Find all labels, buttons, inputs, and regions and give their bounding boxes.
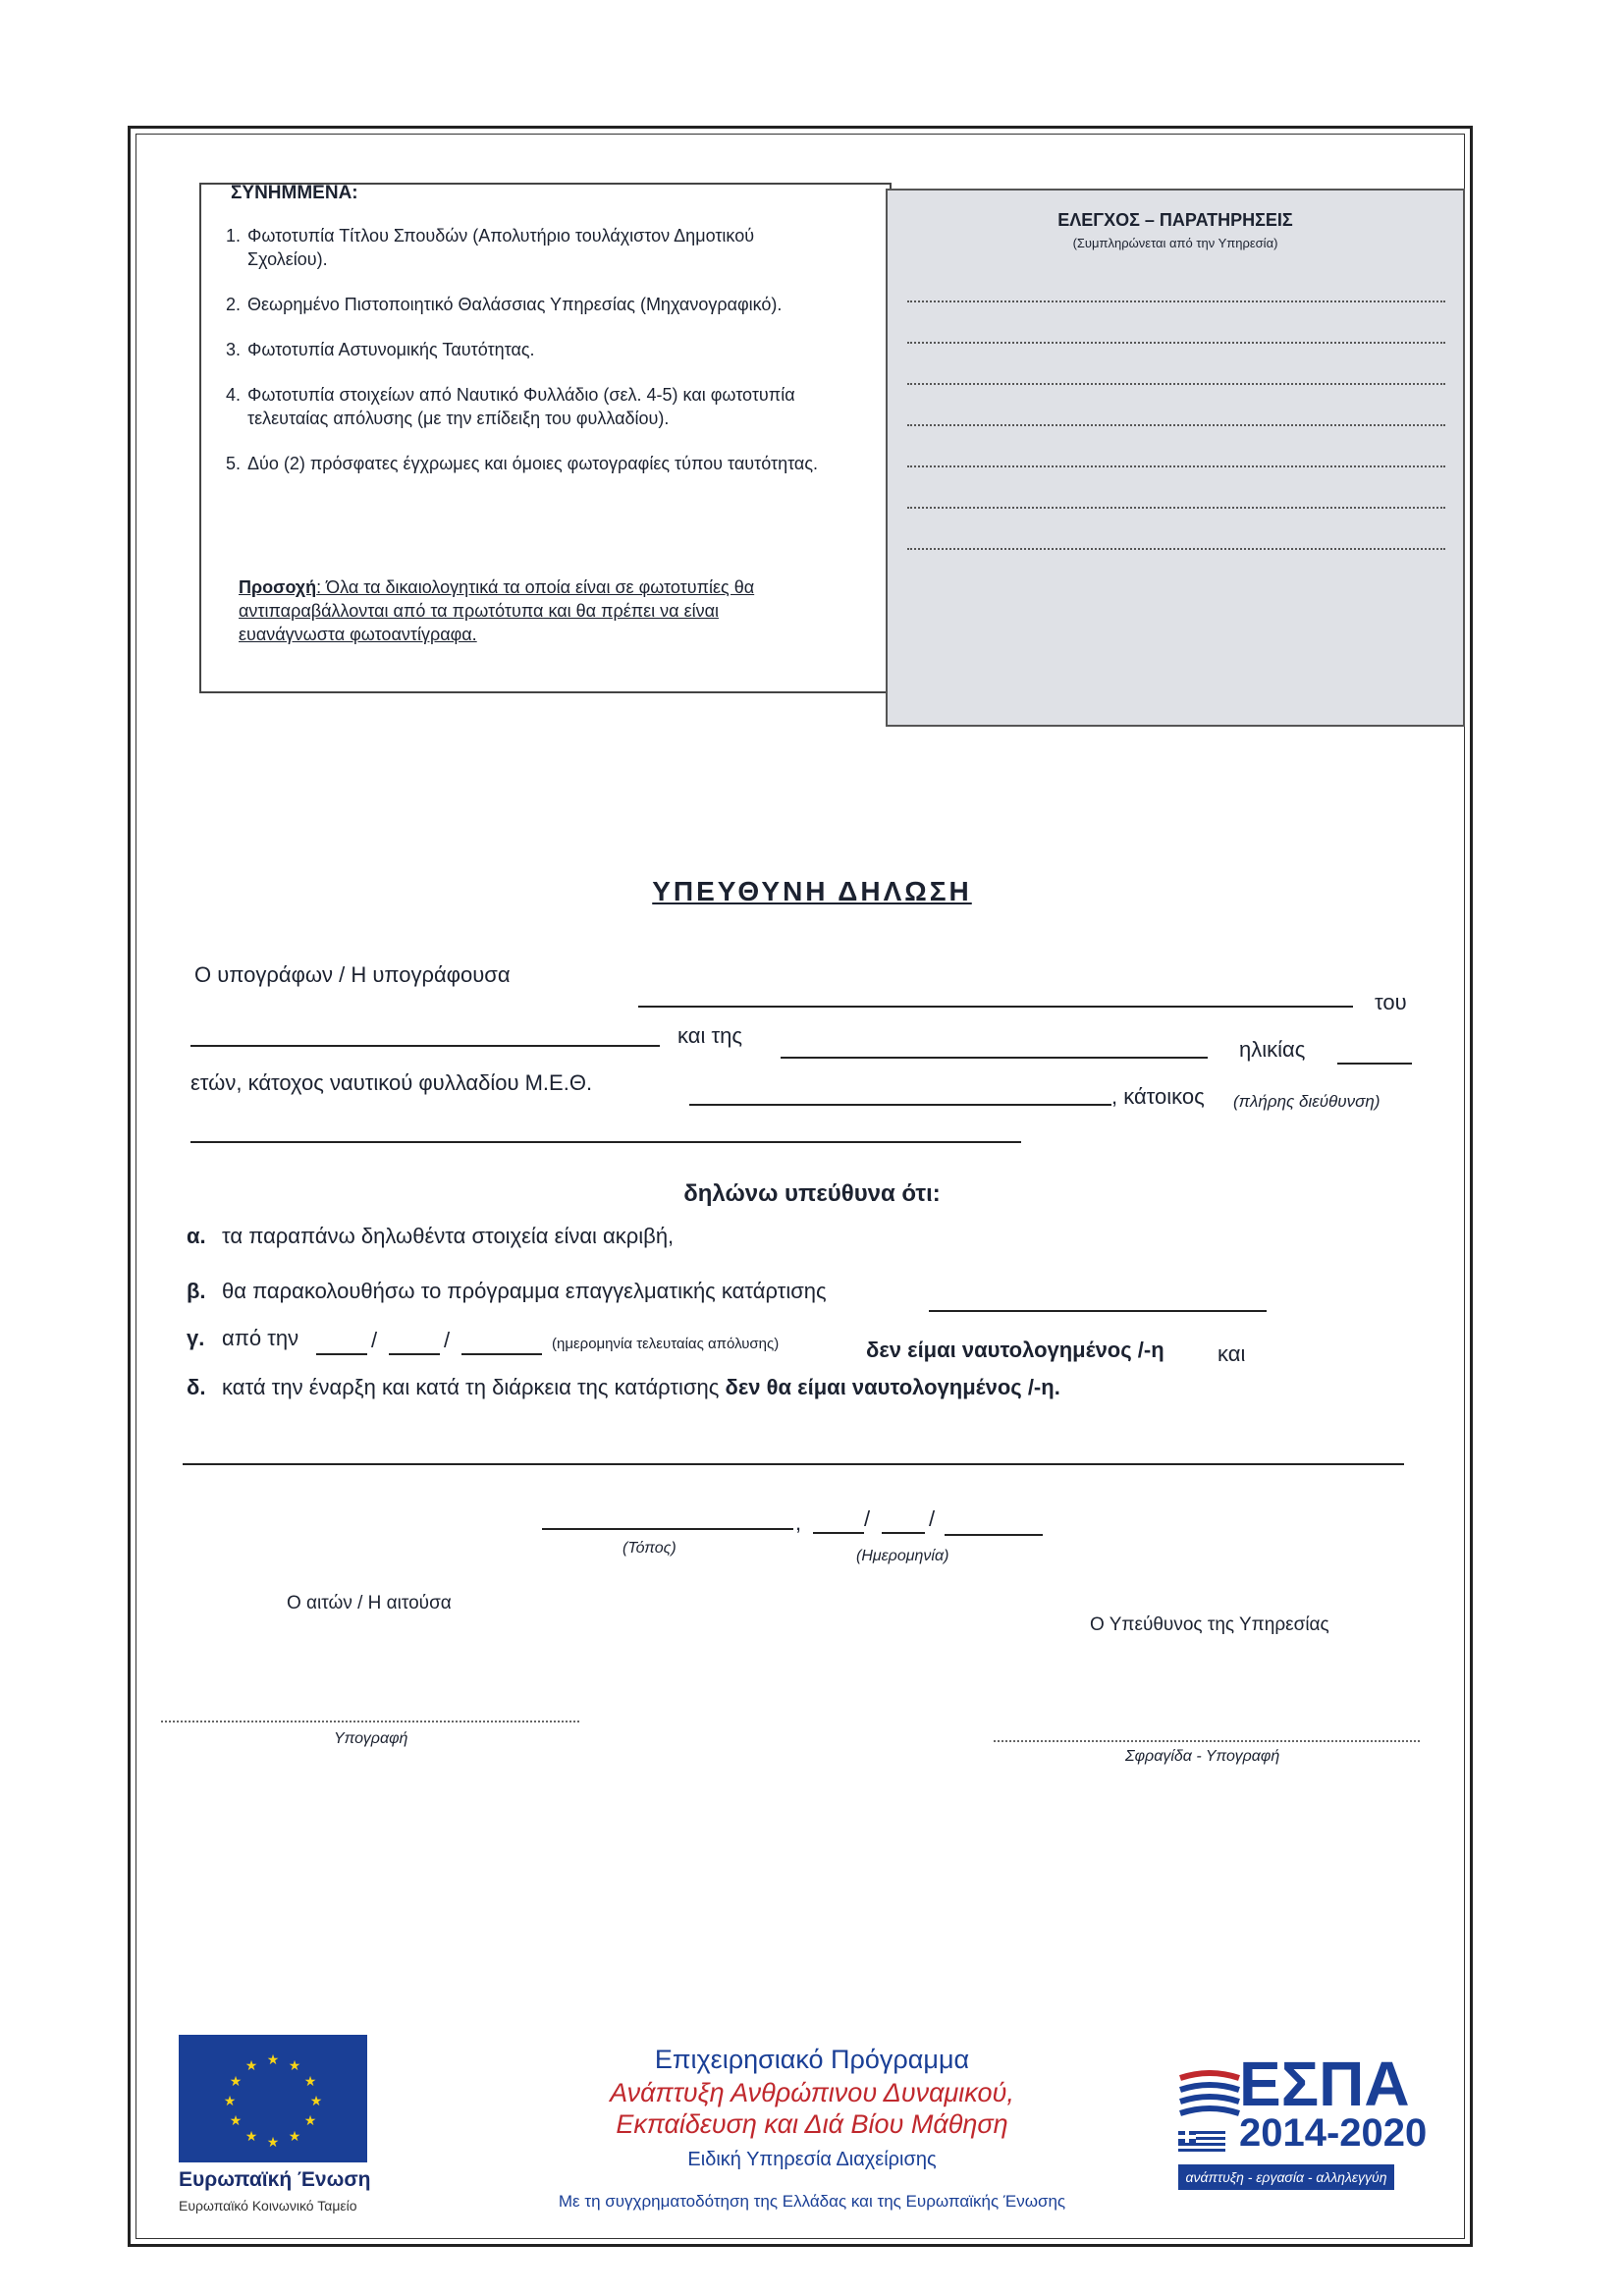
svg-text:★: ★ xyxy=(244,2058,258,2074)
attention-text: : Όλα τα δικαιολογητικά τα οποία είναι σε φωτοτυπίες θα αντιπαραβάλλονται από τα πρωτότυπα και θα πρέπει να είναι ευανάγνωστα φωτοαντίγραφα. xyxy=(239,577,755,644)
managing-authority: Ειδική Υπηρεσία Διαχείρισης xyxy=(687,2149,937,2170)
svg-text:★: ★ xyxy=(309,2094,323,2109)
check-subtitle: (Συμπληρώνεται από την Υπηρεσία) xyxy=(1072,236,1278,250)
remarks-line[interactable] xyxy=(907,507,1445,509)
cofinancing-text: Με τη συγχρηματοδότηση της Ελλάδας και της Ευρωπαϊκής Ένωσης xyxy=(558,2192,1066,2211)
attachment-item: 3. Φωτοτυπία Αστυνομικής Ταυτότητας. xyxy=(226,340,535,359)
discharge-month-field[interactable] xyxy=(389,1353,440,1355)
date-separator: / xyxy=(864,1506,871,1531)
date-separator: / xyxy=(444,1328,451,1352)
booklet-number-field[interactable] xyxy=(689,1104,1111,1106)
eu-fund: Ευρωπαϊκό Κοινωνικό Ταμείο xyxy=(179,2198,357,2214)
not-enlisted-text: δεν είμαι ναυτολογημένος /-η xyxy=(866,1338,1164,1362)
op-name-line2: Εκπαίδευση και Διά Βίου Μάθηση xyxy=(616,2109,1008,2139)
discharge-year-field[interactable] xyxy=(461,1353,542,1355)
svg-text:★: ★ xyxy=(303,2074,317,2090)
address-field[interactable] xyxy=(190,1141,1021,1143)
attachments-title: ΣΥΝΗΜΜΕΝΑ: xyxy=(231,183,358,203)
remarks-line[interactable] xyxy=(907,301,1445,302)
discharge-day-field[interactable] xyxy=(316,1353,367,1355)
op-title: Επιχειρησιακό Πρόγραμμα xyxy=(654,2045,970,2074)
op-name-line1: Ανάπτυξη Ανθρώπινου Δυναμικού, xyxy=(610,2078,1014,2107)
svg-text:★: ★ xyxy=(288,2129,301,2145)
and-text: και xyxy=(1218,1341,1246,1366)
espa-years: 2014-2020 xyxy=(1239,2111,1428,2155)
place-field[interactable] xyxy=(542,1528,793,1530)
address-note: (πλήρης διεύθυνση) xyxy=(1233,1092,1380,1111)
check-remarks-box xyxy=(886,189,1465,727)
declaration-heading: δηλώνω υπεύθυνα ότι: xyxy=(683,1180,941,1207)
age-field[interactable] xyxy=(1337,1063,1412,1065)
eu-name: Ευρωπαϊκή Ένωση xyxy=(179,2168,371,2191)
date-separator: / xyxy=(371,1328,378,1352)
stamp-signature-label: Σφραγίδα - Υπογραφή xyxy=(1125,1748,1280,1765)
statement-a: α. τα παραπάνω δηλωθέντα στοιχεία είναι ακριβή, xyxy=(187,1224,675,1248)
signer-label: Ο υπογράφων / Η υπογράφουσα xyxy=(194,962,511,987)
remarks-line[interactable] xyxy=(907,548,1445,550)
program-field[interactable] xyxy=(929,1310,1267,1312)
svg-text:★: ★ xyxy=(266,2052,280,2068)
applicant-label: Ο αιτών / Η αιτούσα xyxy=(287,1593,452,1613)
svg-text:★: ★ xyxy=(229,2074,243,2090)
father-label: του xyxy=(1375,990,1407,1014)
attachments-list xyxy=(226,224,825,497)
applicant-signature-line[interactable] xyxy=(161,1721,579,1722)
remarks-line[interactable] xyxy=(907,424,1445,426)
statement-d: δ. κατά την έναρξη και κατά τη διάρκεια της κατάρτισης δεν θα είμαι ναυτολογημένος /-η. xyxy=(187,1375,1060,1399)
comma: , xyxy=(795,1510,802,1535)
espa-tagline: ανάπτυξη - εργασία - αλληλεγγύη xyxy=(1178,2164,1394,2190)
attachment-item: 1. Φωτοτυπία Τίτλου Σπουδών (Απολυτήριο τουλάχιστον Δημοτικού Σχολείου). xyxy=(226,226,755,269)
signature-label: Υπογραφή xyxy=(334,1730,408,1747)
separator-line xyxy=(183,1463,1404,1465)
remarks-line[interactable] xyxy=(907,465,1445,467)
remarks-line[interactable] xyxy=(907,342,1445,344)
mother-name-field[interactable] xyxy=(781,1057,1208,1059)
svg-text:★: ★ xyxy=(266,2135,280,2151)
greek-flag-icon xyxy=(1178,2131,1225,2155)
check-title: ΕΛΕΓΧΟΣ – ΠΑΡΑΤΗΡΗΣΕΙΣ xyxy=(1057,210,1293,230)
age-label: ηλικίας xyxy=(1239,1037,1306,1062)
attachment-item: 2. Θεωρημένο Πιστοποιητικό Θαλάσσιας Υπηρεσίας (Μηχανογραφικό). xyxy=(226,295,783,314)
place-label: (Τόπος) xyxy=(623,1540,677,1557)
service-officer-label: Ο Υπεύθυνος της Υπηρεσίας xyxy=(1090,1614,1329,1635)
statement-b: β. θα παρακολουθήσω το πρόγραμμα επαγγελματικής κατάρτισης xyxy=(187,1279,827,1303)
service-stamp-line[interactable] xyxy=(994,1740,1420,1742)
sign-year-field[interactable] xyxy=(945,1534,1043,1536)
svg-text:★: ★ xyxy=(288,2058,301,2074)
sign-month-field[interactable] xyxy=(882,1532,925,1534)
name-field[interactable] xyxy=(638,1006,1353,1008)
date-separator: / xyxy=(929,1506,936,1531)
remarks-line[interactable] xyxy=(907,383,1445,385)
svg-text:★: ★ xyxy=(229,2113,243,2129)
date-label: (Ημερομηνία) xyxy=(856,1548,949,1564)
attachment-item: 5. Δύο (2) πρόσφατες έγχρωμες και όμοιες φωτογραφίες τύπου ταυτότητας. xyxy=(226,454,819,473)
attention-note xyxy=(239,575,788,646)
discharge-note: (ημερομηνία τελευταίας απόλυσης) xyxy=(552,1336,780,1352)
espa-logo-text: ΕΣΠΑ xyxy=(1239,2049,1410,2119)
svg-text:★: ★ xyxy=(303,2113,317,2129)
espa-stripes-icon xyxy=(1178,2070,1241,2117)
statement-g: γ. από την xyxy=(187,1326,299,1350)
attachment-item: 4. Φωτοτυπία στοιχείων από Ναυτικό Φυλλάδιο (σελ. 4-5) και φωτοτυπία τελευταίας απόλυσης (με την επίδειξη του φυλλαδίου). xyxy=(226,385,795,428)
father-name-field[interactable] xyxy=(190,1045,660,1047)
declaration-title: ΥΠΕΥΘΥΝΗ ΔΗΛΩΣΗ xyxy=(652,876,972,906)
attention-label: Προσοχή xyxy=(239,577,317,597)
attachments-box xyxy=(199,183,892,693)
booklet-label: ετών, κάτοχος ναυτικού φυλλαδίου Μ.Ε.Θ. xyxy=(190,1070,593,1095)
mother-label: και της xyxy=(677,1023,742,1048)
svg-text:★: ★ xyxy=(244,2129,258,2145)
resident-label: , κάτοικος xyxy=(1111,1084,1205,1109)
sign-day-field[interactable] xyxy=(813,1532,864,1534)
svg-text:★: ★ xyxy=(223,2094,237,2109)
